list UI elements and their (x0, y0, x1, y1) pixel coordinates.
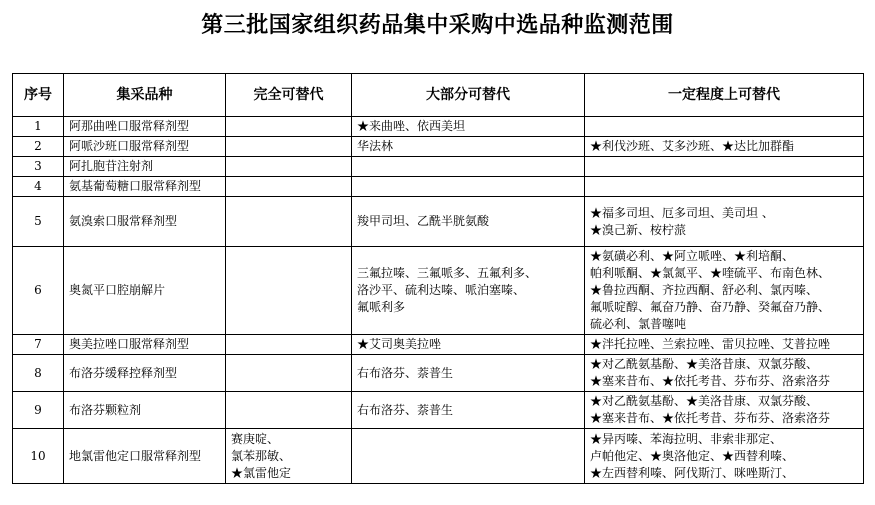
product-name: 阿扎胞苷注射剂 (64, 157, 226, 177)
monitoring-table (12, 73, 864, 484)
page-title: 第三批国家组织药品集中采购中选品种监测范围 (201, 13, 674, 38)
most-substitute-cell (352, 117, 585, 137)
most-substitute-cell (352, 197, 585, 247)
full-substitute-cell (226, 429, 352, 484)
partial-substitute-cell (585, 197, 864, 247)
row-number: 10 (13, 429, 64, 484)
row-number: 3 (13, 157, 64, 177)
drug-list-line: ★氯雷他定 (231, 465, 292, 480)
full-substitute-cell (226, 117, 352, 137)
header-no: 序号 (13, 74, 64, 117)
table-row (13, 355, 864, 392)
partial-substitute-cell (585, 355, 864, 392)
row-number: 7 (13, 335, 64, 355)
row-number: 6 (13, 247, 64, 335)
product-name: 氨基葡萄糖口服常释剂型 (64, 177, 226, 197)
most-substitute-cell (352, 335, 585, 355)
table-row (13, 335, 864, 355)
drug-list-line: 右布洛芬、萘普生 (357, 402, 454, 417)
table-row (13, 157, 864, 177)
header-full-substitute: 完全可替代 (226, 74, 352, 117)
drug-list-line: 赛庚啶、 (231, 431, 280, 446)
drug-list-line: ★对乙酰氨基酚、★美洛昔康、双氯芬酸、 (590, 394, 819, 408)
table-row (13, 177, 864, 197)
header-product: 集采品种 (64, 74, 226, 117)
table-header-row (13, 74, 864, 117)
drug-list-line: 氟哌啶醇、氟奋乃静、奋乃静、癸氟奋乃静、 (590, 300, 831, 314)
drug-list-line: 三氟拉嗪、三氟哌多、五氟利多、 (357, 266, 538, 280)
drug-list-line: ★塞来昔布、★依托考昔、芬布芬、洛索洛芬 (590, 411, 831, 425)
drug-list-line: 卢帕他定、★奥洛他定、★西替利嗪、 (590, 448, 795, 463)
most-substitute-cell (352, 157, 585, 177)
drug-list-line: 氟哌利多 (357, 300, 406, 314)
row-number: 2 (13, 137, 64, 157)
row-number: 1 (13, 117, 64, 137)
partial-substitute-cell (585, 157, 864, 177)
product-name: 阿哌沙班口服常释剂型 (64, 137, 226, 157)
full-substitute-cell (226, 137, 352, 157)
table-row (13, 137, 864, 157)
product-name: 布洛芬颗粒剂 (64, 392, 226, 429)
drug-list-line: ★塞来昔布、★依托考昔、芬布芬、洛索洛芬 (590, 374, 831, 388)
drug-list-line: ★来曲唑、依西美坦 (357, 119, 466, 133)
partial-substitute-cell (585, 429, 864, 484)
most-substitute-cell (352, 392, 585, 429)
partial-substitute-cell (585, 117, 864, 137)
drug-list-line: ★泮托拉唑、兰索拉唑、雷贝拉唑、艾普拉唑 (590, 337, 831, 351)
product-name: 阿那曲唑口服常释剂型 (64, 117, 226, 137)
product-name: 奥美拉唑口服常释剂型 (64, 335, 226, 355)
row-number: 9 (13, 392, 64, 429)
product-name: 地氯雷他定口服常释剂型 (64, 429, 226, 484)
drug-list-line: 硫必利、氯普噻吨 (590, 317, 687, 331)
drug-list-line: 右布洛芬、萘普生 (357, 365, 454, 380)
full-substitute-cell (226, 157, 352, 177)
header-most-substitute: 大部分可替代 (352, 74, 585, 117)
drug-list-line: ★艾司奥美拉唑 (357, 337, 442, 351)
drug-list-line: 氯苯那敏、 (231, 448, 292, 463)
partial-substitute-cell (585, 137, 864, 157)
most-substitute-cell (352, 429, 585, 484)
row-number: 5 (13, 197, 64, 247)
drug-list-line: ★利伐沙班、艾多沙班、★达比加群酯 (590, 139, 795, 153)
most-substitute-cell (352, 247, 585, 335)
drug-list-line: ★异丙嗪、苯海拉明、非索非那定、 (590, 431, 783, 446)
table-row (13, 117, 864, 137)
drug-list-line: 洛沙平、硫利达嗪、哌泊塞嗪、 (357, 283, 526, 297)
drug-list-line: ★对乙酰氨基酚、★美洛昔康、双氯芬酸、 (590, 357, 819, 371)
drug-list-line: ★左西替利嗪、阿伐斯汀、咪唑斯汀、 (590, 465, 795, 480)
product-name: 布洛芬缓释控释剂型 (64, 355, 226, 392)
full-substitute-cell (226, 177, 352, 197)
full-substitute-cell (226, 197, 352, 247)
full-substitute-cell (226, 335, 352, 355)
drug-list-line: 华法林 (357, 139, 394, 153)
drug-list-line: ★福多司坦、厄多司坦、美司坦 、 (590, 205, 774, 220)
product-name: 氨溴索口服常释剂型 (64, 197, 226, 247)
row-number: 4 (13, 177, 64, 197)
drug-list-line: ★鲁拉西酮、齐拉西酮、舒必利、氯丙嗪、 (590, 283, 819, 297)
partial-substitute-cell (585, 335, 864, 355)
header-partial-substitute: 一定程度上可替代 (585, 74, 864, 117)
table-row (13, 392, 864, 429)
full-substitute-cell (226, 392, 352, 429)
row-number: 8 (13, 355, 64, 392)
drug-list-line: 帕利哌酮、★氯氮平、★喹硫平、布南色林、 (590, 266, 831, 280)
full-substitute-cell (226, 247, 352, 335)
table-row (13, 247, 864, 335)
drug-list-line: ★溴己新、桉柠蒎 (590, 222, 687, 237)
most-substitute-cell (352, 137, 585, 157)
product-name: 奥氮平口腔崩解片 (64, 247, 226, 335)
table-row (13, 197, 864, 247)
most-substitute-cell (352, 177, 585, 197)
drug-list-line: 羧甲司坦、乙酰半胱氨酸 (357, 214, 490, 228)
table-row (13, 429, 864, 484)
partial-substitute-cell (585, 177, 864, 197)
partial-substitute-cell (585, 247, 864, 335)
full-substitute-cell (226, 355, 352, 392)
partial-substitute-cell (585, 392, 864, 429)
drug-list-line: ★氨磺必利、★阿立哌唑、★利培酮、 (590, 249, 795, 263)
most-substitute-cell (352, 355, 585, 392)
